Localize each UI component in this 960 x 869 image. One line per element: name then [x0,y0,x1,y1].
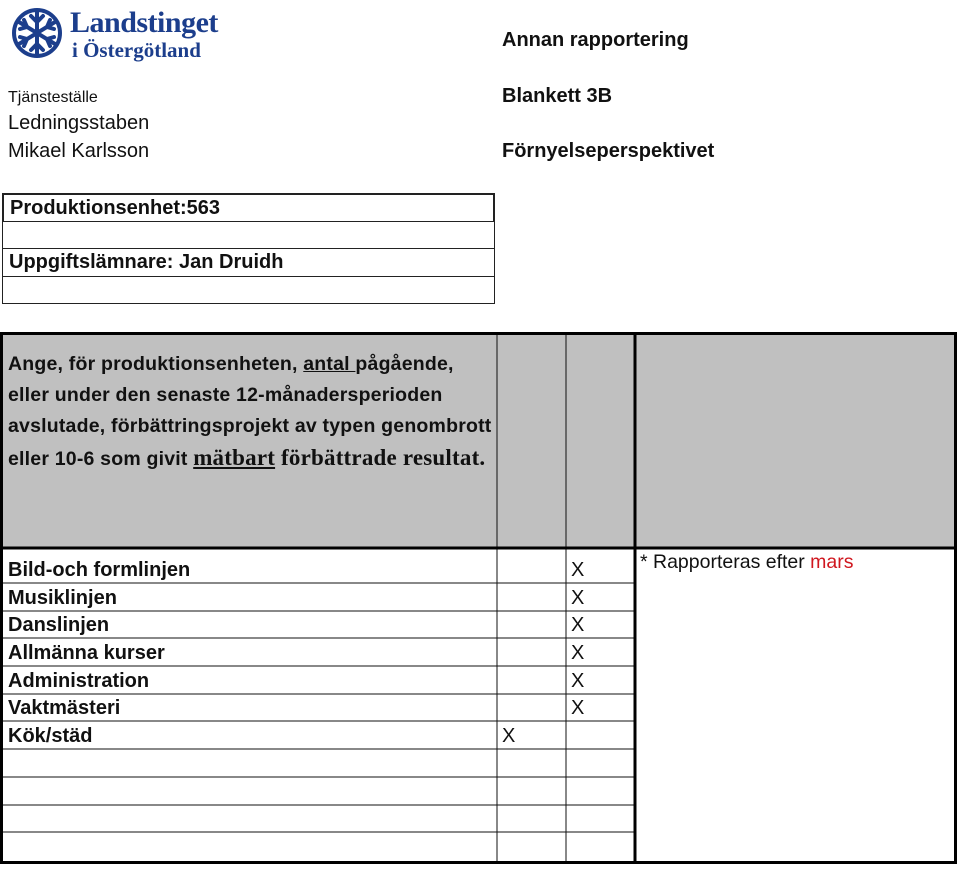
info-table [2,193,497,304]
info-row-reporter: Uppgiftslämnare: Jan Druidh [2,248,495,277]
logo-text-line1: Landstinget [70,6,218,39]
info-row-empty [2,276,495,304]
form-name: Blankett 3B [502,85,613,107]
row-label: Bild-och formlinjen [8,559,191,581]
instruction-underlined: antal [303,353,356,375]
snowflake-emblem-icon [8,6,66,60]
instruction-part2: pågående, eller under den senaste 12-månadersperioden avslutade, förbättringsprojekt av typen genombrott eller 10-6 som givit [8,353,492,470]
instruction-part1: Ange, för produktionsenheten, [8,353,304,375]
info-row-empty [2,221,495,249]
sender-unit: Ledningsstaben [8,112,150,134]
instruction-measurable: mätbart [193,445,276,470]
row-label: Kök/städ [8,725,93,747]
col2-cell: X [571,670,585,692]
row-label: Administration [8,670,150,692]
logo-text-line2: i Östergötland [72,38,201,62]
info-row-production-unit: Produktionsenhet:563 [2,193,495,222]
row-label: Musiklinjen [8,587,117,609]
col2-cell: X [571,559,585,581]
col2-cell: X [571,697,585,719]
col1-cell: X [502,725,516,747]
sender-label: Tjänsteställe [8,89,98,106]
sender-person: Mikael Karlsson [8,140,150,162]
note-text: * Rapporteras efter [640,551,811,573]
instruction-text [8,349,494,475]
note-month: mars [810,551,854,573]
row-label: Vaktmästeri [8,697,121,719]
col2-cell: X [571,614,585,636]
perspective-title: Förnyelseperspektivet [502,140,715,162]
landstinget-logo [8,4,258,62]
row-label: Allmänna kurser [8,642,165,664]
instruction-results: förbättrade resultat. [275,445,486,470]
reporting-note [640,551,854,574]
col2-cell: X [571,587,585,609]
col2-cell: X [571,642,585,664]
report-title: Annan rapportering [502,29,689,51]
row-label: Danslinjen [8,614,110,636]
